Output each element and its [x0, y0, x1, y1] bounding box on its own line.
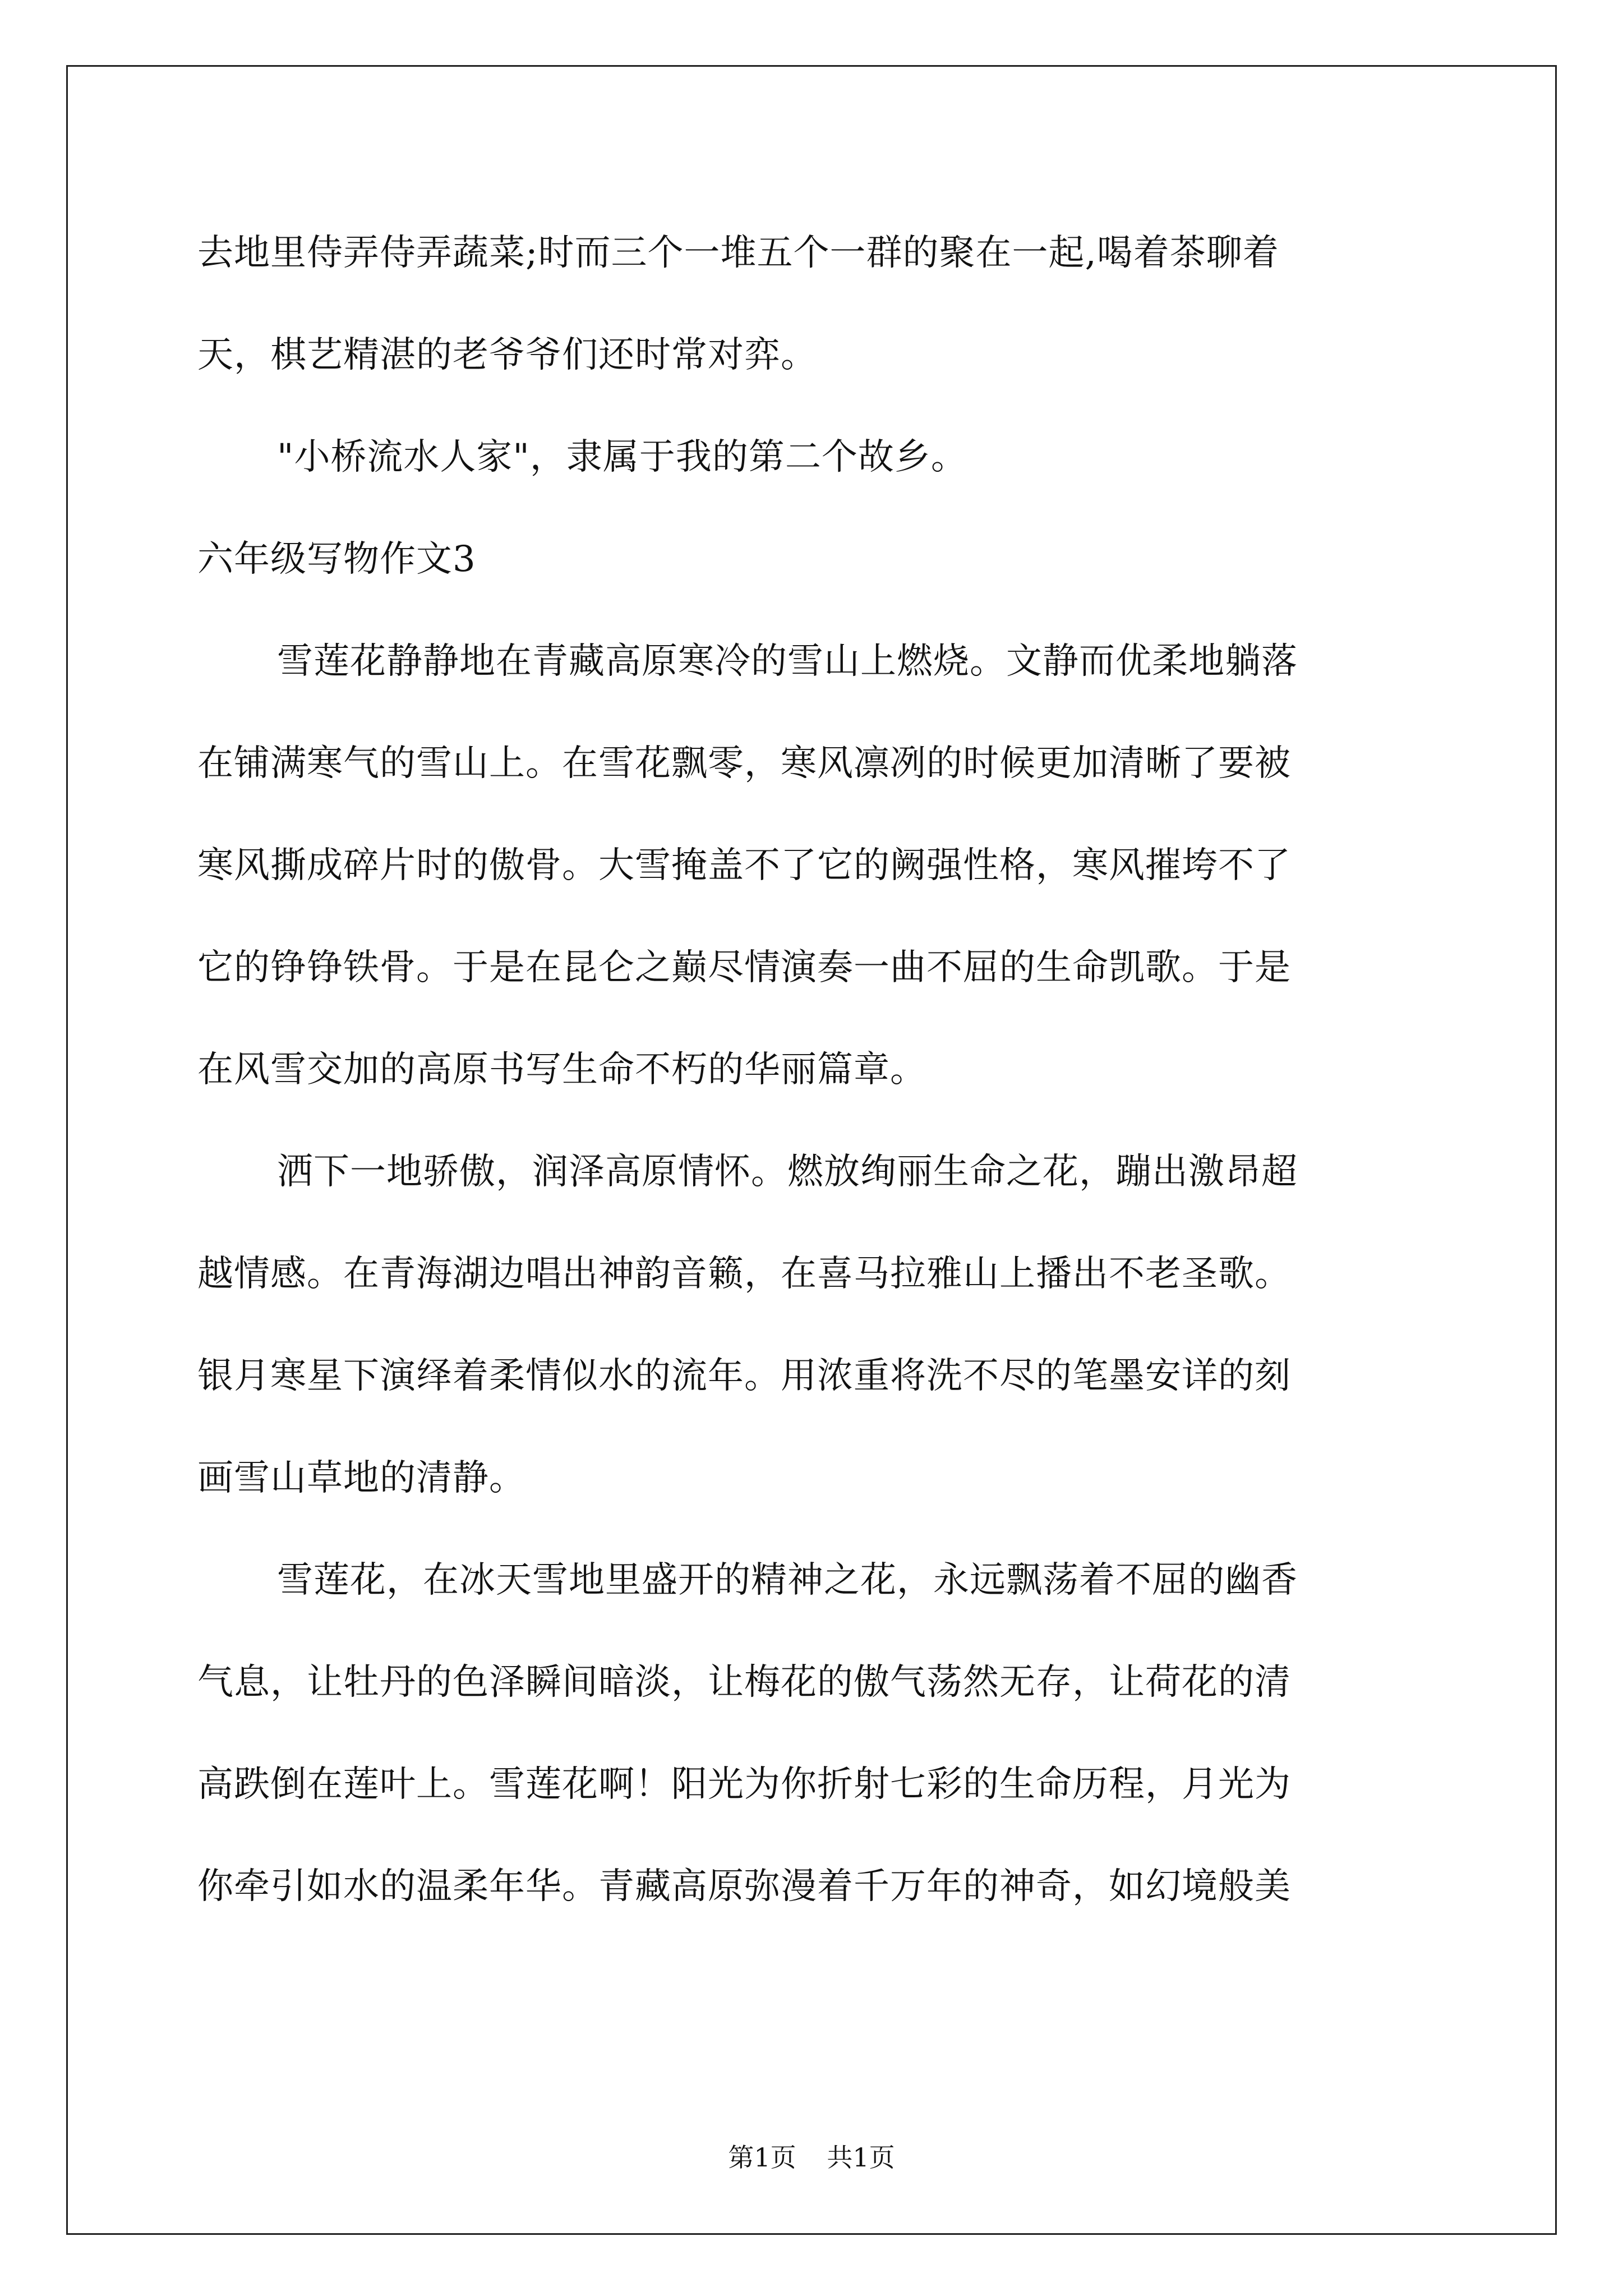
text-line: "小桥流水人家"，隶属于我的第二个故乡。 — [277, 436, 967, 478]
text-line: 在风雪交加的高原书写生命不朽的华丽篇章。 — [197, 1049, 926, 1091]
text-line: 雪莲花静静地在青藏高原寒冷的雪山上燃烧。文静而优柔地躺落 — [277, 641, 1298, 682]
text-line: 高跌倒在莲叶上。雪莲花啊！阳光为你折射七彩的生命历程，月光为 — [197, 1764, 1291, 1805]
text-line: 它的铮铮铁骨。于是在昆仑之巅尽情演奏一曲不屈的生命凯歌。于是 — [197, 947, 1291, 988]
text-line: 在铺满寒气的雪山上。在雪花飘零，寒风凛冽的时候更加清晰了要被 — [197, 743, 1291, 784]
page-number-total: 共1页 — [827, 2142, 895, 2173]
text-line: 你牵引如水的温柔年华。青藏高原弥漫着千万年的神奇，如幻境般美 — [197, 1866, 1291, 1907]
text-line: 洒下一地骄傲，润泽高原情怀。燃放绚丽生命之花，蹦出激昂超 — [277, 1151, 1298, 1193]
text-line: 气息，让牡丹的色泽瞬间暗淡，让梅花的傲气荡然无存，让荷花的清 — [197, 1662, 1291, 1703]
document-body — [197, 202, 1431, 1938]
text-line: 天，棋艺精湛的老爷爷们还时常对弈。 — [197, 334, 817, 376]
text-line: 银月寒星下演绎着柔情似水的流年。用浓重将洗不尽的笔墨安详的刻 — [197, 1355, 1291, 1397]
text-line: 寒风撕成碎片时的傲骨。大雪掩盖不了它的阙强性格，寒风摧垮不了 — [197, 845, 1291, 886]
text-line: 越情感。在青海湖边唱出神韵音籁，在喜马拉雅山上播出不老圣歌。 — [197, 1253, 1291, 1295]
text-line: 雪莲花，在冰天雪地里盛开的精神之花，永远飘荡着不屈的幽香 — [277, 1559, 1298, 1601]
text-line: 去地里侍弄侍弄蔬菜;时而三个一堆五个一群的聚在一起,喝着茶聊着 — [197, 232, 1279, 274]
page-footer — [0, 2137, 1623, 2174]
page-number-current: 第1页 — [728, 2142, 796, 2173]
section-heading: 六年级写物作文3 — [197, 539, 476, 580]
text-line: 画雪山草地的清静。 — [197, 1457, 525, 1499]
